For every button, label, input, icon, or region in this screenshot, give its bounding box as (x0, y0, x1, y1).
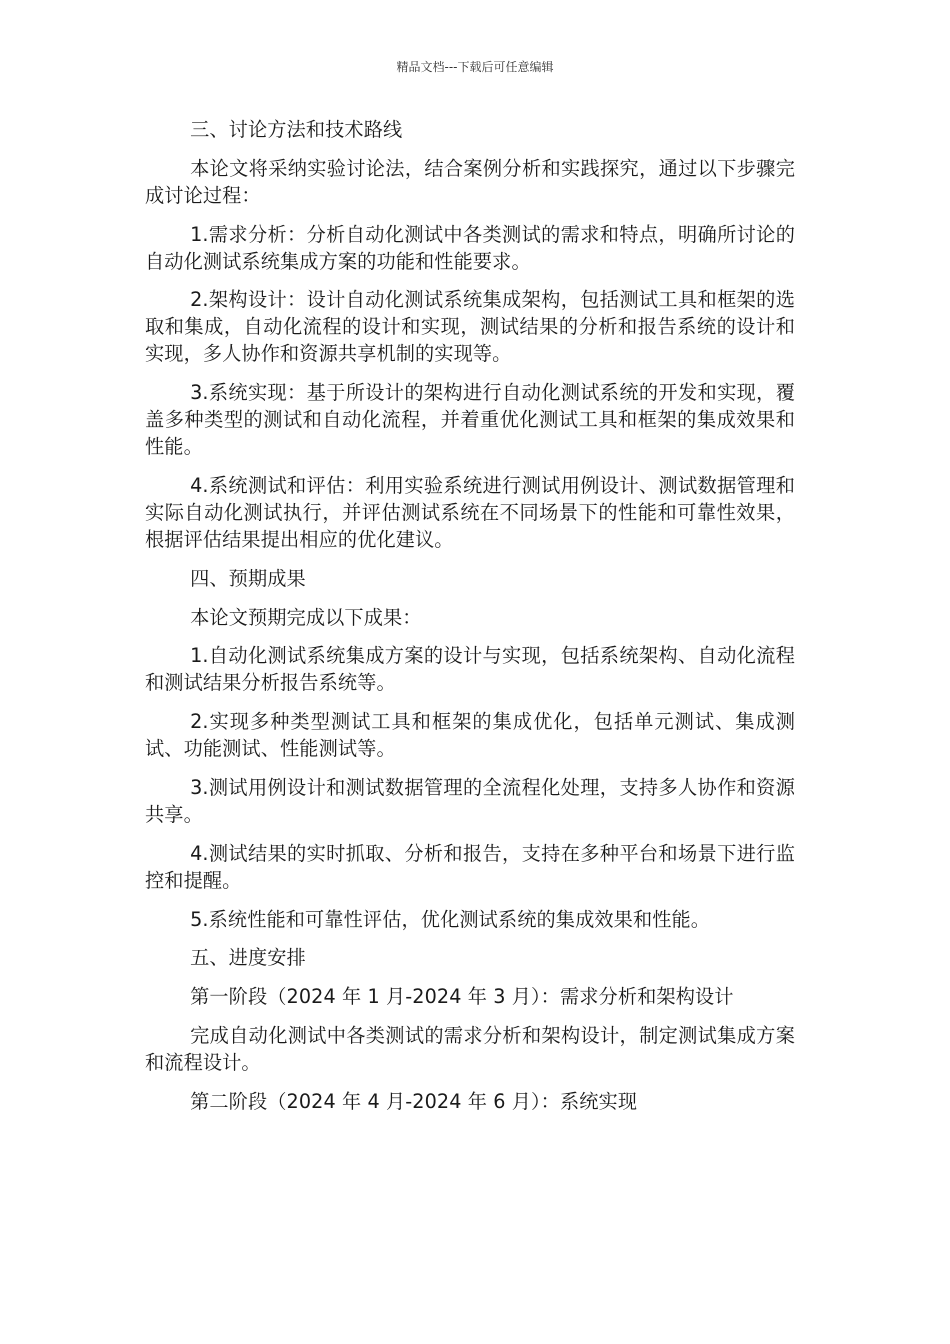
section-heading-methods: 三、讨论方法和技术路线 (190, 118, 403, 141)
list-item: 2.架构设计：设计自动化测试系统集成架构，包括测试工具和框架的选取和集成，自动化流程的设计和实现，测试结果的分析和报告系统的设计和实现，多人协作和资源共享机制的实现等。 (145, 288, 795, 366)
paragraph: 本论文将采纳实验讨论法，结合案例分析和实践探究，通过以下步骤完成讨论过程： (145, 156, 795, 207)
paragraph: 完成自动化测试中各类测试的需求分析和架构设计，制定测试集成方案和流程设计。 (145, 1023, 795, 1074)
document-body (145, 116, 795, 1127)
list-item: 3.测试用例设计和测试数据管理的全流程化处理，支持多人协作和资源共享。 (145, 775, 795, 826)
list-item: 1.需求分析：分析自动化测试中各类测试的需求和特点，明确所讨论的自动化测试系统集成方案的功能和性能要求。 (145, 222, 795, 273)
schedule-phase: 第二阶段（2024 年 4 月-2024 年 6 月）：系统实现 (190, 1089, 638, 1113)
schedule-phase: 第一阶段（2024 年 1 月-2024 年 3 月）：需求分析和架构设计 (190, 985, 734, 1009)
section-heading-outcomes: 四、预期成果 (190, 566, 306, 590)
list-item: 1.自动化测试系统集成方案的设计与实现，包括系统架构、自动化流程和测试结果分析报告系统等。 (145, 644, 795, 695)
list-item: 3.系统实现：基于所设计的架构进行自动化测试系统的开发和实现，覆盖多种类型的测试和自动化流程，并着重优化测试工具和框架的集成效果和性能。 (145, 381, 795, 459)
list-item: 4.测试结果的实时抓取、分析和报告，支持在多种平台和场景下进行监控和提醒。 (145, 841, 795, 892)
list-item: 2.实现多种类型测试工具和框架的集成优化，包括单元测试、集成测试、功能测试、性能测试等。 (145, 710, 795, 761)
paragraph: 本论文预期完成以下成果： (190, 605, 422, 629)
section-heading-schedule: 五、进度安排 (190, 946, 306, 970)
list-item: 5.系统性能和可靠性评估，优化测试系统的集成效果和性能。 (190, 907, 711, 931)
page-header: 精品文档---下载后可任意编辑 (396, 60, 554, 74)
list-item: 4.系统测试和评估：利用实验系统进行测试用例设计、测试数据管理和实际自动化测试执行，并评估测试系统在不同场景下的性能和可靠性效果，根据评估结果提出相应的优化建议。 (145, 473, 795, 551)
